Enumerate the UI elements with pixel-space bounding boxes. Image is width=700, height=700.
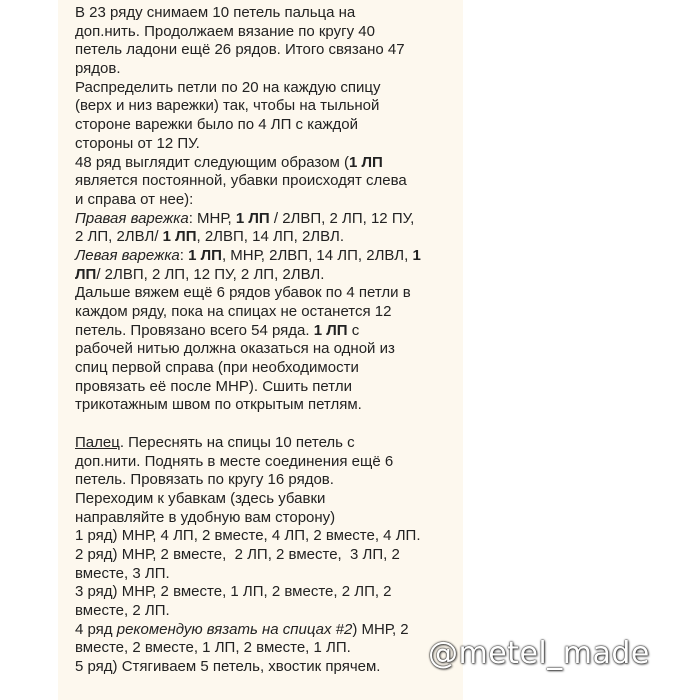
text-line — [75, 135, 459, 154]
text-line — [75, 434, 459, 453]
text-segment: / 2ЛВП, 2 ЛП, 12 ПУ, — [269, 209, 415, 227]
text-segment: стороне варежки было по 4 ЛП с каждой — [75, 116, 358, 134]
text-segment: с — [347, 321, 360, 339]
text-segment: : — [179, 246, 189, 264]
text-line — [75, 471, 459, 490]
text-segment: 3 ряд) МНР, 2 вместе, 1 ЛП, 2 вместе, 2 ЛП, 2 — [75, 583, 392, 601]
text-line — [75, 658, 459, 677]
text-line — [75, 546, 459, 565]
text-segment: 2 ряд) МНР, 2 вместе, 2 ЛП, 2 вместе, 3 ЛП, 2 — [75, 545, 400, 563]
text-segment: 48 ряд выглядит следующим образом ( — [75, 153, 349, 171]
text-segment: направляйте в удобную вам сторону) — [75, 508, 336, 526]
text-line — [75, 602, 459, 621]
text-line — [75, 303, 459, 322]
text-line — [75, 378, 459, 397]
text-line — [75, 490, 459, 509]
text-segment: стороны от 12 ПУ. — [75, 134, 200, 152]
text-segment: вместе, 3 ЛП. — [75, 564, 170, 582]
document-page — [58, 0, 463, 700]
text-segment: доп.нить. Продолжаем вязание по кругу 40 — [75, 22, 375, 40]
text-line — [75, 154, 459, 173]
text-segment: В 23 ряду снимаем 10 петель пальца на — [75, 4, 356, 21]
text-segment: вместе, 2 ЛП. — [75, 602, 170, 619]
text-segment: петель. Провязать по кругу 16 рядов. — [75, 471, 334, 489]
text-line — [75, 396, 459, 415]
text-segment: (верх и низ варежки) так, чтобы на тыльной — [75, 97, 380, 115]
text-segment: 1 ЛП — [162, 228, 197, 246]
text-segment: , 2ЛВП, 14 ЛП, 2ЛВЛ. — [196, 228, 344, 246]
text-segment: ЛП — [75, 265, 97, 283]
text-line — [75, 565, 459, 584]
text-line — [75, 116, 459, 135]
text-line — [75, 621, 459, 640]
blank-line — [75, 415, 459, 434]
text-segment: рядов. — [75, 60, 121, 78]
text-segment: / 2ЛВП, 2 ЛП, 12 ПУ, 2 ЛП, 2ЛВЛ. — [96, 265, 325, 283]
text-segment: провязать её после МНР). Сшить петли — [75, 377, 352, 395]
text-line — [75, 266, 459, 285]
watermark: @metel_made — [428, 636, 650, 671]
text-segment: 1 ЛП — [235, 209, 270, 227]
text-segment: Распределить петли по 20 на каждую спицу — [75, 78, 381, 96]
text-segment: является постоянной, убавки происходят слева — [75, 172, 407, 190]
text-segment: 1 ЛП — [188, 246, 222, 264]
text-segment: Левая варежка — [75, 246, 180, 264]
text-segment: , МНР, 2ЛВП, 14 ЛП, 2ЛВЛ, — [221, 246, 413, 264]
text-segment: . Переснять на спицы 10 петель с — [119, 433, 355, 451]
text-segment: рабочей нитью должна оказаться на одной из — [75, 340, 395, 358]
text-line — [75, 359, 459, 378]
text-line — [75, 247, 459, 266]
text-line — [75, 172, 459, 191]
text-line — [75, 97, 459, 116]
text-line — [75, 583, 459, 602]
text-line — [75, 639, 459, 658]
text-segment: трикотажным швом по открытым петлям. — [75, 396, 362, 414]
text-line — [75, 453, 459, 472]
text-segment: и справа от нее): — [75, 190, 194, 208]
text-line — [75, 60, 459, 79]
text-segment: петель ладони ещё 26 рядов. Итого связано 47 — [75, 41, 405, 59]
text-line — [75, 322, 459, 341]
text-segment: 1 ЛП — [313, 321, 348, 339]
text-line — [75, 191, 459, 210]
text-segment: : МНР, — [188, 209, 236, 227]
text-line — [75, 79, 459, 98]
text-segment: вместе, 2 вместе, 1 ЛП, 2 вместе, 1 ЛП. — [75, 639, 351, 657]
text-segment: 1 — [412, 246, 421, 264]
text-segment: 1 ряд) МНР, 4 ЛП, 2 вместе, 4 ЛП, 2 вместе, 4 ЛП. — [75, 527, 421, 545]
text-segment: 2 ЛП, 2ЛВЛ/ — [75, 228, 163, 246]
text-line — [75, 509, 459, 528]
text-segment: ) МНР, 2 — [352, 620, 409, 638]
text-segment: 5 ряд) Стягиваем 5 петель, хвостик прячем. — [75, 658, 381, 676]
text-line — [75, 228, 459, 247]
text-segment: Дальше вяжем ещё 6 рядов убавок по 4 петли в — [75, 284, 411, 302]
text-segment: Палец — [75, 433, 120, 451]
text-segment: 1 ЛП — [348, 153, 383, 171]
text-line — [75, 527, 459, 546]
text-segment: каждом ряду, пока на спицах не останется 12 — [75, 303, 392, 320]
text-line — [75, 284, 459, 303]
text-line — [75, 41, 459, 60]
text-line — [75, 340, 459, 359]
text-segment: петель. Провязано всего 54 ряда. — [75, 321, 314, 339]
text-segment: Переходим к убавкам (здесь убавки — [75, 489, 326, 507]
text-segment: рекомендую вязать на спицах #2 — [116, 620, 353, 638]
text-line — [75, 210, 459, 229]
pattern-instructions — [75, 4, 459, 677]
text-segment: доп.нити. Поднять в месте соединения ещё 6 — [75, 452, 394, 470]
text-line — [75, 4, 459, 23]
text-line — [75, 23, 459, 42]
text-segment: Правая варежка — [75, 209, 189, 227]
text-segment: 4 ряд — [75, 620, 117, 638]
text-segment: спиц первой справа (при необходимости — [75, 359, 359, 377]
